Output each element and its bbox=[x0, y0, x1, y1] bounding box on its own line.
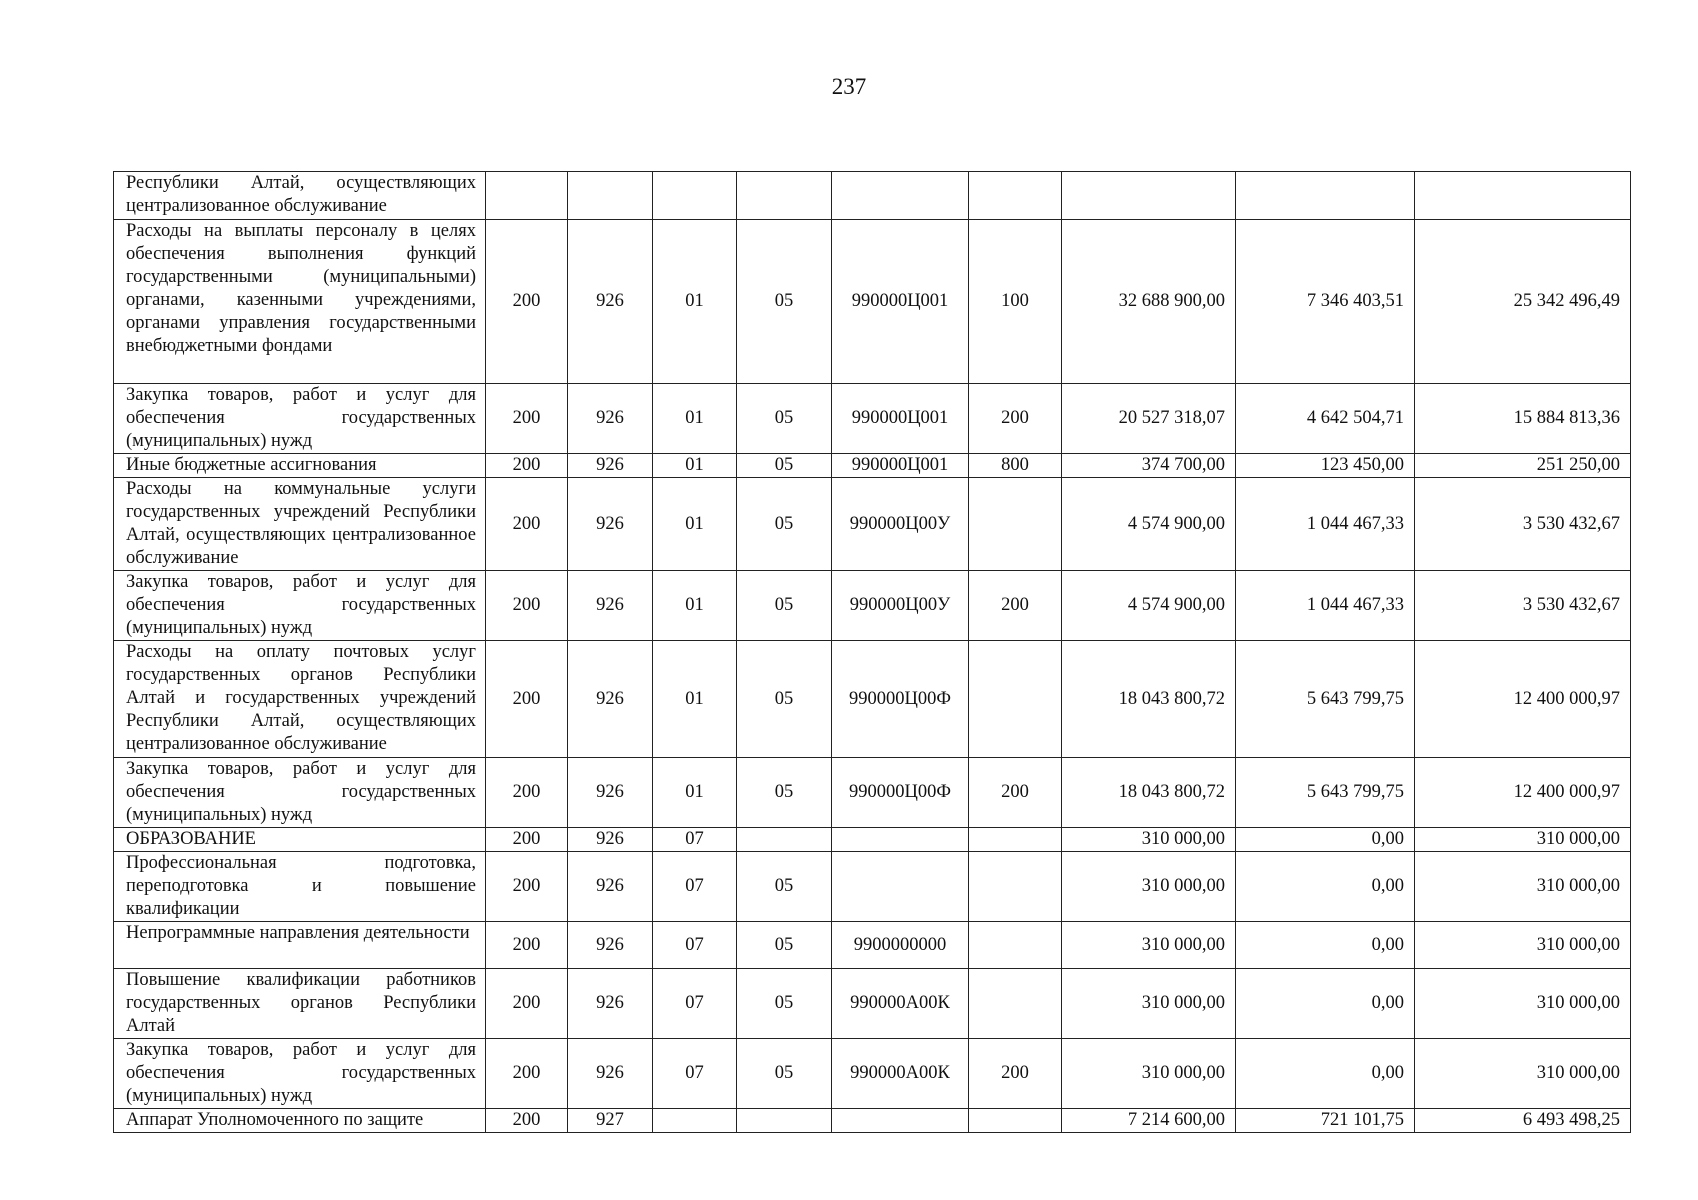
cell-executed-amount: 721 101,75 bbox=[1236, 1109, 1415, 1133]
cell-executed-amount: 0,00 bbox=[1236, 1039, 1415, 1109]
cell-planned-amount: 374 700,00 bbox=[1062, 454, 1236, 478]
table-row bbox=[114, 852, 1631, 922]
cell-department-code: 927 bbox=[568, 1109, 653, 1133]
cell-admin-code: 200 bbox=[486, 641, 568, 758]
cell-department-code: 926 bbox=[568, 571, 653, 641]
cell-executed-amount: 5 643 799,75 bbox=[1236, 758, 1415, 828]
cell-executed-amount: 0,00 bbox=[1236, 828, 1415, 852]
cell-planned-amount: 4 574 900,00 bbox=[1062, 478, 1236, 571]
cell-department-code: 926 bbox=[568, 1039, 653, 1109]
cell-executed-amount: 0,00 bbox=[1236, 852, 1415, 922]
cell-expense-type: 800 bbox=[969, 454, 1062, 478]
cell-remaining-amount bbox=[1415, 172, 1631, 220]
cell-subsection-code: 05 bbox=[737, 220, 832, 384]
cell-target-article: 990000Ц001 bbox=[832, 384, 969, 454]
cell-target-article: 990000Ц001 bbox=[832, 220, 969, 384]
cell-department-code: 926 bbox=[568, 384, 653, 454]
cell-subsection-code: 05 bbox=[737, 571, 832, 641]
table-row bbox=[114, 1109, 1631, 1133]
cell-subsection-code: 05 bbox=[737, 641, 832, 758]
cell-subsection-code: 05 bbox=[737, 852, 832, 922]
cell-department-code bbox=[568, 172, 653, 220]
cell-admin-code: 200 bbox=[486, 384, 568, 454]
budget-table bbox=[113, 171, 1631, 1133]
cell-department-code: 926 bbox=[568, 220, 653, 384]
cell-subsection-code: 05 bbox=[737, 454, 832, 478]
cell-remaining-amount: 310 000,00 bbox=[1415, 828, 1631, 852]
table-row bbox=[114, 478, 1631, 571]
cell-executed-amount: 4 642 504,71 bbox=[1236, 384, 1415, 454]
cell-section-code: 07 bbox=[653, 922, 737, 969]
cell-subsection-code: 05 bbox=[737, 758, 832, 828]
table-row bbox=[114, 220, 1631, 384]
cell-admin-code: 200 bbox=[486, 1039, 568, 1109]
cell-subsection-code bbox=[737, 172, 832, 220]
cell-target-article: 990000Ц00Ф bbox=[832, 641, 969, 758]
table-row bbox=[114, 922, 1631, 969]
cell-target-article: 990000Ц00Ф bbox=[832, 758, 969, 828]
cell-planned-amount: 7 214 600,00 bbox=[1062, 1109, 1236, 1133]
cell-section-code: 01 bbox=[653, 478, 737, 571]
cell-planned-amount bbox=[1062, 172, 1236, 220]
cell-target-article: 990000А00К bbox=[832, 969, 969, 1039]
table-row bbox=[114, 828, 1631, 852]
table-row bbox=[114, 969, 1631, 1039]
cell-expense-type bbox=[969, 1109, 1062, 1133]
cell-subsection-code bbox=[737, 828, 832, 852]
cell-subsection-code bbox=[737, 1109, 832, 1133]
cell-description: Закупка товаров, работ и услуг для обеспечения государственных (муниципальных) нужд bbox=[114, 384, 486, 454]
cell-remaining-amount: 251 250,00 bbox=[1415, 454, 1631, 478]
cell-planned-amount: 310 000,00 bbox=[1062, 828, 1236, 852]
cell-subsection-code: 05 bbox=[737, 1039, 832, 1109]
cell-department-code: 926 bbox=[568, 478, 653, 571]
cell-department-code: 926 bbox=[568, 641, 653, 758]
page-number: 237 bbox=[831, 74, 867, 99]
cell-remaining-amount: 310 000,00 bbox=[1415, 969, 1631, 1039]
cell-expense-type: 100 bbox=[969, 220, 1062, 384]
cell-description: Непрограммные направления деятельности bbox=[114, 922, 486, 969]
cell-expense-type: 200 bbox=[969, 1039, 1062, 1109]
cell-executed-amount: 5 643 799,75 bbox=[1236, 641, 1415, 758]
cell-expense-type bbox=[969, 641, 1062, 758]
cell-target-article bbox=[832, 828, 969, 852]
cell-remaining-amount: 25 342 496,49 bbox=[1415, 220, 1631, 384]
cell-section-code: 07 bbox=[653, 1039, 737, 1109]
cell-admin-code bbox=[486, 172, 568, 220]
table-row bbox=[114, 641, 1631, 758]
cell-department-code: 926 bbox=[568, 852, 653, 922]
cell-subsection-code: 05 bbox=[737, 478, 832, 571]
cell-target-article: 990000А00К bbox=[832, 1039, 969, 1109]
cell-description: ОБРАЗОВАНИЕ bbox=[114, 828, 486, 852]
cell-section-code: 01 bbox=[653, 220, 737, 384]
cell-section-code: 01 bbox=[653, 641, 737, 758]
cell-remaining-amount: 310 000,00 bbox=[1415, 852, 1631, 922]
cell-admin-code: 200 bbox=[486, 922, 568, 969]
table-row bbox=[114, 571, 1631, 641]
cell-remaining-amount: 15 884 813,36 bbox=[1415, 384, 1631, 454]
cell-section-code: 01 bbox=[653, 384, 737, 454]
cell-description: Расходы на оплату почтовых услуг государственных органов Республики Алтай и государственных учреждений Республики Алтай, осуществляющих централизованное обслуживание bbox=[114, 641, 486, 758]
cell-description: Закупка товаров, работ и услуг для обеспечения государственных (муниципальных) нужд bbox=[114, 1039, 486, 1109]
cell-section-code: 01 bbox=[653, 571, 737, 641]
cell-executed-amount: 7 346 403,51 bbox=[1236, 220, 1415, 384]
cell-section-code: 07 bbox=[653, 852, 737, 922]
cell-description: Иные бюджетные ассигнования bbox=[114, 454, 486, 478]
cell-executed-amount: 0,00 bbox=[1236, 922, 1415, 969]
cell-expense-type bbox=[969, 922, 1062, 969]
cell-expense-type: 200 bbox=[969, 571, 1062, 641]
cell-admin-code: 200 bbox=[486, 454, 568, 478]
cell-admin-code: 200 bbox=[486, 758, 568, 828]
cell-expense-type bbox=[969, 969, 1062, 1039]
cell-planned-amount: 4 574 900,00 bbox=[1062, 571, 1236, 641]
cell-remaining-amount: 3 530 432,67 bbox=[1415, 478, 1631, 571]
cell-section-code bbox=[653, 1109, 737, 1133]
cell-target-article bbox=[832, 1109, 969, 1133]
cell-remaining-amount: 310 000,00 bbox=[1415, 922, 1631, 969]
cell-admin-code: 200 bbox=[486, 571, 568, 641]
cell-target-article: 990000Ц001 bbox=[832, 454, 969, 478]
cell-planned-amount: 310 000,00 bbox=[1062, 969, 1236, 1039]
cell-description: Повышение квалификации работников государственных органов Республики Алтай bbox=[114, 969, 486, 1039]
cell-planned-amount: 18 043 800,72 bbox=[1062, 758, 1236, 828]
cell-department-code: 926 bbox=[568, 969, 653, 1039]
cell-planned-amount: 310 000,00 bbox=[1062, 922, 1236, 969]
cell-expense-type bbox=[969, 828, 1062, 852]
cell-planned-amount: 310 000,00 bbox=[1062, 852, 1236, 922]
cell-section-code: 01 bbox=[653, 454, 737, 478]
cell-executed-amount: 1 044 467,33 bbox=[1236, 571, 1415, 641]
cell-executed-amount bbox=[1236, 172, 1415, 220]
cell-section-code bbox=[653, 172, 737, 220]
cell-target-article bbox=[832, 852, 969, 922]
cell-subsection-code: 05 bbox=[737, 969, 832, 1039]
cell-department-code: 926 bbox=[568, 758, 653, 828]
cell-admin-code: 200 bbox=[486, 1109, 568, 1133]
cell-target-article: 990000Ц00У bbox=[832, 571, 969, 641]
cell-subsection-code: 05 bbox=[737, 384, 832, 454]
cell-planned-amount: 32 688 900,00 bbox=[1062, 220, 1236, 384]
cell-admin-code: 200 bbox=[486, 969, 568, 1039]
cell-admin-code: 200 bbox=[486, 220, 568, 384]
cell-remaining-amount: 310 000,00 bbox=[1415, 1039, 1631, 1109]
cell-description: Аппарат Уполномоченного по защите bbox=[114, 1109, 486, 1133]
cell-expense-type bbox=[969, 478, 1062, 571]
cell-remaining-amount: 12 400 000,97 bbox=[1415, 758, 1631, 828]
cell-planned-amount: 310 000,00 bbox=[1062, 1039, 1236, 1109]
table-row bbox=[114, 454, 1631, 478]
cell-description: Профессиональная подготовка, переподготовка и повышение квалификации bbox=[114, 852, 486, 922]
cell-remaining-amount: 12 400 000,97 bbox=[1415, 641, 1631, 758]
cell-remaining-amount: 3 530 432,67 bbox=[1415, 571, 1631, 641]
cell-target-article bbox=[832, 172, 969, 220]
cell-planned-amount: 18 043 800,72 bbox=[1062, 641, 1236, 758]
cell-description: Закупка товаров, работ и услуг для обеспечения государственных (муниципальных) нужд bbox=[114, 571, 486, 641]
cell-planned-amount: 20 527 318,07 bbox=[1062, 384, 1236, 454]
cell-executed-amount: 123 450,00 bbox=[1236, 454, 1415, 478]
cell-admin-code: 200 bbox=[486, 852, 568, 922]
cell-executed-amount: 0,00 bbox=[1236, 969, 1415, 1039]
cell-admin-code: 200 bbox=[486, 828, 568, 852]
cell-description: Расходы на коммунальные услуги государственных учреждений Республики Алтай, осуществляющих централизованное обслуживание bbox=[114, 478, 486, 571]
cell-expense-type bbox=[969, 852, 1062, 922]
cell-department-code: 926 bbox=[568, 922, 653, 969]
cell-section-code: 01 bbox=[653, 758, 737, 828]
table-row bbox=[114, 1039, 1631, 1109]
cell-department-code: 926 bbox=[568, 454, 653, 478]
cell-remaining-amount: 6 493 498,25 bbox=[1415, 1109, 1631, 1133]
cell-target-article: 9900000000 bbox=[832, 922, 969, 969]
cell-executed-amount: 1 044 467,33 bbox=[1236, 478, 1415, 571]
cell-target-article: 990000Ц00У bbox=[832, 478, 969, 571]
table-row bbox=[114, 172, 1631, 220]
cell-department-code: 926 bbox=[568, 828, 653, 852]
budget-table-body bbox=[114, 172, 1631, 1133]
cell-section-code: 07 bbox=[653, 828, 737, 852]
cell-description: Расходы на выплаты персоналу в целях обеспечения выполнения функций государственными (муниципальными) органами, казенными учреждениями, органами управления государственными внебюджетными фондами bbox=[114, 220, 486, 384]
cell-expense-type bbox=[969, 172, 1062, 220]
cell-subsection-code: 05 bbox=[737, 922, 832, 969]
cell-section-code: 07 bbox=[653, 969, 737, 1039]
table-row bbox=[114, 758, 1631, 828]
cell-expense-type: 200 bbox=[969, 758, 1062, 828]
cell-admin-code: 200 bbox=[486, 478, 568, 571]
cell-expense-type: 200 bbox=[969, 384, 1062, 454]
cell-description: Республики Алтай, осуществляющих централизованное обслуживание bbox=[114, 172, 486, 220]
table-row bbox=[114, 384, 1631, 454]
cell-description: Закупка товаров, работ и услуг для обеспечения государственных (муниципальных) нужд bbox=[114, 758, 486, 828]
